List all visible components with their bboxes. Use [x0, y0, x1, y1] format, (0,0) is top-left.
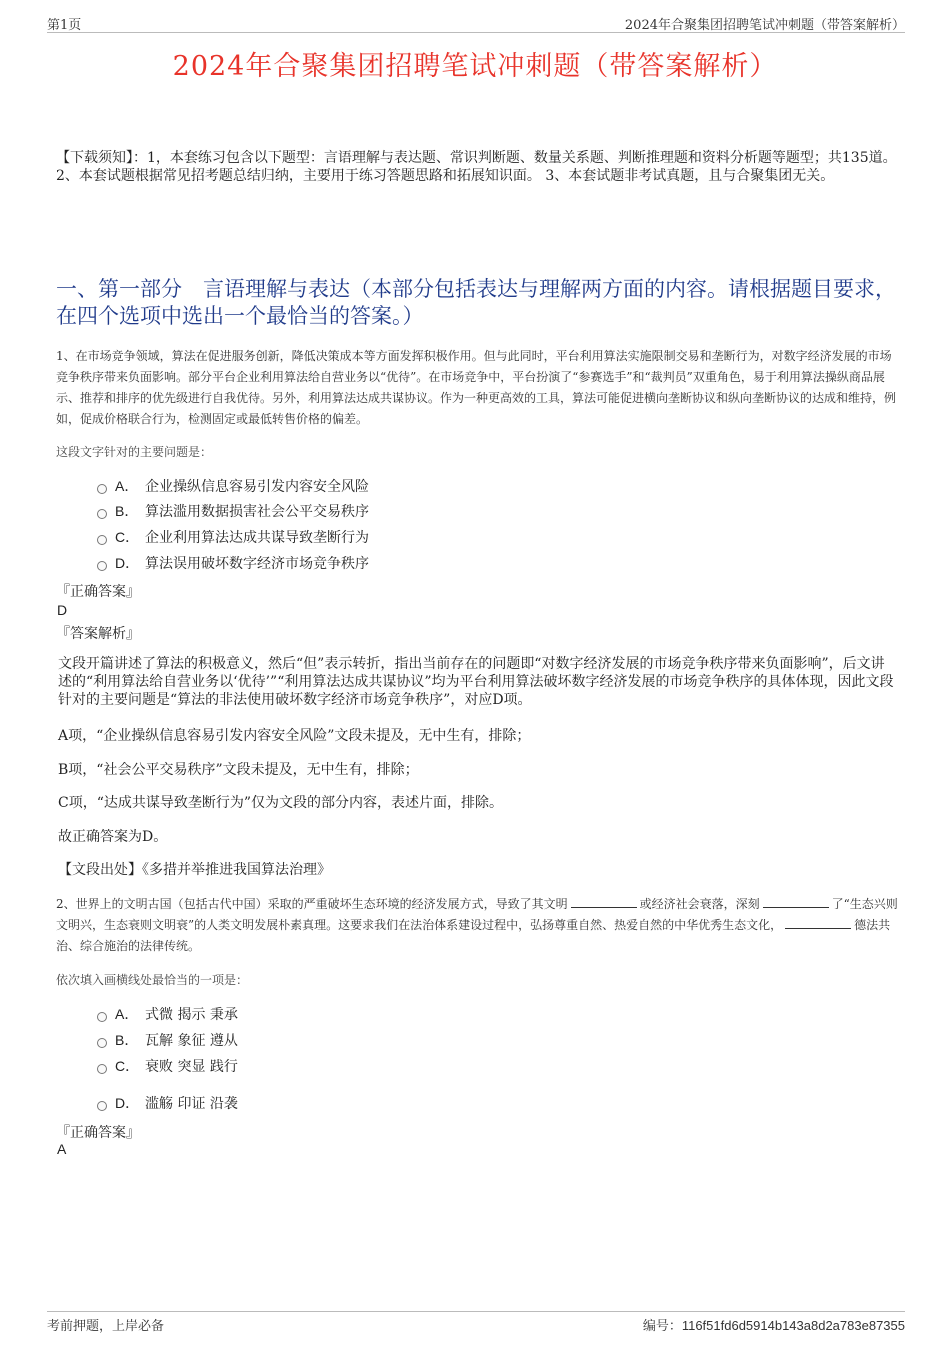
option-letter: D． [115, 555, 140, 571]
option-letter: B． [115, 1032, 139, 1048]
question-2-prompt: 依次填入画横线处最恰当的一项是： [56, 973, 249, 987]
q2-text-part-3: 了“生态兴则文明兴，生态衰则文明衰”的人类文明发展朴素真理。这要求我们在法治体系建设过程中，弘扬尊重自然、热爱自然的中华优秀生态文化， [56, 897, 898, 932]
radio-icon[interactable] [97, 1038, 107, 1048]
q1-analysis-label: 『答案解析』 [56, 626, 140, 642]
q1-analysis-main: 文段开篇讲述了算法的积极意义，然后“但”表示转折，指出当前存在的问题即“对数字经济发展的市场竞争秩序带来负面影响”，后文讲述的“利用算法给自营业务以‘优待’”“利用算法达成共谋协议”均为平台利用算法破坏数字经济发展的市场竞争秩序的具体体现，因此文段针对的主要问题是“算法的非法使用破坏数字经济市场竞争秩序”，对应D项。 [58, 656, 894, 708]
section-heading: 一、第一部分 言语理解与表达（本部分包括表达与理解两方面的内容。请根据题目要求，在四个选项中选出一个最恰当的答案。） [56, 277, 896, 328]
radio-icon[interactable] [97, 1064, 107, 1074]
option-text: 算法误用破坏数字经济市场竞争秩序 [145, 556, 369, 572]
page-header [47, 14, 905, 33]
option-text: 企业利用算法达成共谋导致垄断行为 [145, 530, 369, 546]
option-text: 式微 揭示 秉承 [145, 1007, 238, 1023]
q1-analysis-c: C项，“达成共谋导致垄断行为”仅为文段的部分内容，表述片面，排除。 [58, 795, 504, 811]
document-title: 2024年合聚集团招聘笔试冲刺题（带答案解析） [172, 51, 778, 82]
radio-icon[interactable] [97, 561, 107, 571]
q2-text-part-2: 或经济社会衰落，深刻 [639, 897, 760, 911]
radio-icon[interactable] [97, 509, 107, 519]
option-letter: D． [115, 1095, 140, 1111]
q2-text-part-4: 德法共治、综合施治的法律传统。 [56, 918, 891, 953]
question-1-prompt: 这段文字针对的主要问题是： [56, 445, 213, 459]
q1-option-a[interactable] [97, 476, 369, 496]
footer-slogan: 考前押题，上岸必备 [47, 1319, 165, 1334]
q1-analysis-a: A项，“企业操纵信息容易引发内容安全风险”文段未提及，无中生有，排除； [58, 728, 531, 744]
footer-code [643, 1315, 905, 1334]
q1-option-b[interactable] [97, 501, 369, 521]
option-text: 企业操纵信息容易引发内容安全风险 [145, 479, 369, 495]
radio-icon[interactable] [97, 1101, 107, 1111]
q1-source: 【文段出处】《多措并举推进我国算法治理》 [58, 862, 331, 878]
page-number: 第1页 [47, 18, 82, 33]
q1-option-c[interactable] [97, 527, 369, 547]
footer-code-label: 编号： [642, 1319, 682, 1334]
q2-answer-label: 『正确答案』 [56, 1125, 140, 1141]
footer-code-value: 116f51fd6d5914b143a8d2a783e87355 [681, 1318, 905, 1333]
q2-option-d[interactable] [97, 1093, 238, 1113]
download-notice: 【下载须知】：1，本套练习包含以下题型：言语理解与表达题、常识判断题、数量关系题、判断推理题和资料分析题等题型；共135道。 2、本套试题根据常见招考题总结归纳，主要用于练习答题思路和拓展知识面。 3、本套试题非考试真题，且与合聚集团无关。 [56, 150, 897, 184]
q2-option-a[interactable] [97, 1004, 238, 1024]
option-text: 算法滥用数据损害社会公平交易秩序 [145, 504, 369, 520]
blank-line [763, 897, 829, 908]
radio-icon[interactable] [97, 535, 107, 545]
page-footer [47, 1311, 905, 1332]
header-doc-title: 2024年合聚集团招聘笔试冲刺题（带答案解析） [624, 18, 905, 33]
option-letter: C． [115, 1058, 140, 1074]
q1-answer-label: 『正确答案』 [56, 584, 140, 600]
option-text: 滥觞 印证 沿袭 [145, 1096, 238, 1112]
radio-icon[interactable] [97, 1012, 107, 1022]
question-2-text [56, 894, 898, 957]
blank-line [785, 918, 851, 929]
option-letter: C． [115, 529, 140, 545]
radio-icon[interactable] [97, 484, 107, 494]
blank-line [571, 897, 637, 908]
q2-option-c[interactable] [97, 1056, 238, 1076]
q1-analysis-b: B项，“社会公平交易秩序”文段未提及，无中生有，排除； [58, 762, 419, 778]
q1-answer: D [57, 602, 68, 618]
q2-answer: A [57, 1141, 67, 1157]
option-letter: A． [115, 1006, 139, 1022]
option-text: 衰败 突显 践行 [145, 1059, 238, 1075]
q1-option-d[interactable] [97, 553, 369, 573]
option-letter: B． [115, 503, 139, 519]
option-text: 瓦解 象征 遵从 [145, 1033, 238, 1049]
q2-option-b[interactable] [97, 1030, 238, 1050]
option-letter: A． [115, 478, 139, 494]
q1-conclusion: 故正确答案为D。 [58, 829, 168, 845]
question-1-text: 1、在市场竞争领域，算法在促进服务创新，降低决策成本等方面发挥积极作用。但与此同时，平台利用算法实施限制交易和垄断行为，对数字经济发展的市场竞争秩序带来负面影响。部分平台企业利用算法给自营业务以“优待”。在市场竞争中，平台扮演了“参赛选手”和“裁判员”双重角色，易于利用算法操纵商品展示、推荐和排序的优先级进行自我优待。另外，利用算法达成共谋协议。作为一种更高效的工具，算法可能促进横向垄断协议和纵向垄断协议的达成和维持，例如，促成价格联合行为，检测固定或最低转售价格的偏差。 [56, 349, 897, 426]
q2-text-part-1: 2、世界上的文明古国（包括古代中国）采取的严重破坏生态环境的经济发展方式，导致了其文明 [56, 897, 568, 911]
